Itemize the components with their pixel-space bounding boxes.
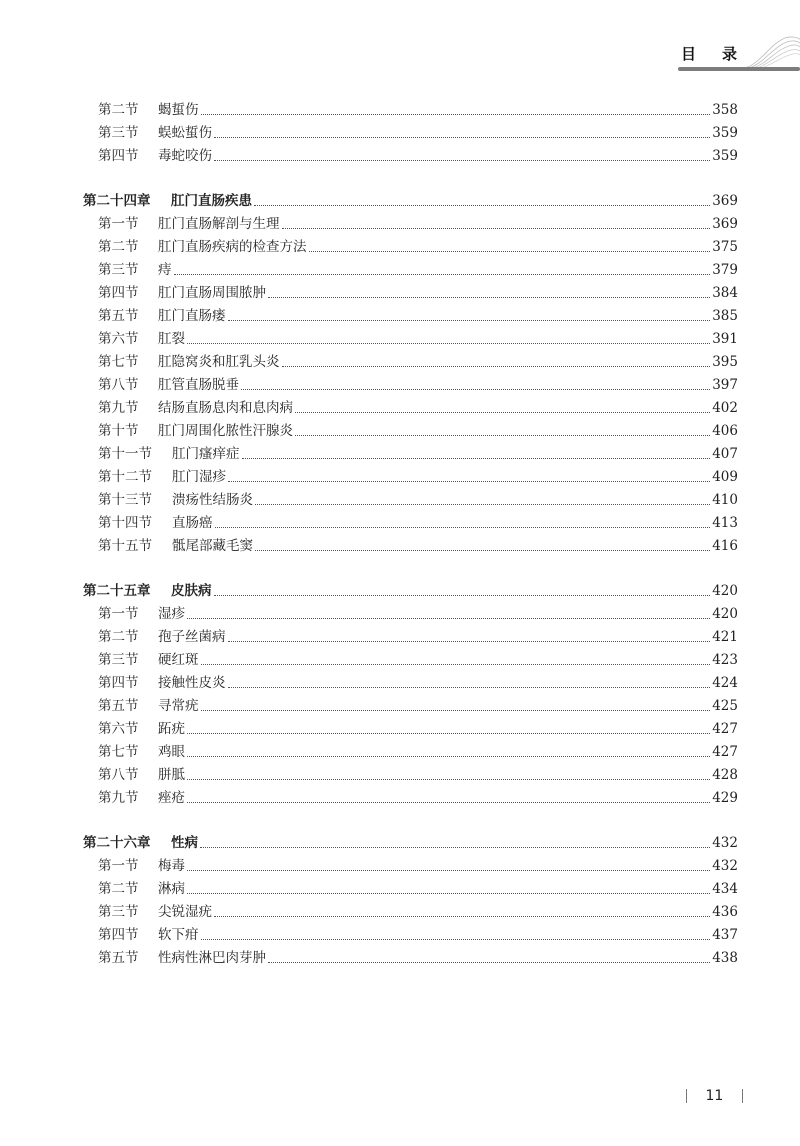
toc-entry-number: 第七节 bbox=[98, 354, 139, 370]
toc-entry-number: 第七节 bbox=[98, 744, 139, 760]
toc-entry-title: 接触性皮炎 bbox=[158, 675, 226, 691]
toc-entry-title: 痔 bbox=[158, 262, 172, 278]
toc-leader-dots bbox=[201, 939, 711, 940]
toc-entry-number: 第一节 bbox=[98, 216, 139, 232]
toc-entry-number: 第十四节 bbox=[98, 515, 152, 531]
toc-leader-dots bbox=[174, 274, 711, 275]
toc-entry-page: 402 bbox=[712, 400, 738, 416]
toc-entry-page: 413 bbox=[712, 515, 738, 531]
toc-section-entry[interactable] bbox=[98, 420, 738, 442]
toc-leader-dots bbox=[187, 343, 710, 344]
toc-entry-number: 第四节 bbox=[98, 148, 139, 164]
toc-entry-title: 湿疹 bbox=[158, 606, 185, 622]
toc-entry-number: 第六节 bbox=[98, 331, 139, 347]
toc-leader-dots bbox=[187, 756, 710, 757]
toc-entry-title: 鸡眼 bbox=[158, 744, 185, 760]
toc-entry-page: 369 bbox=[712, 193, 738, 209]
toc-section-entry[interactable] bbox=[98, 397, 738, 419]
toc-entry-number: 第四节 bbox=[98, 675, 139, 691]
toc-entry-number: 第三节 bbox=[98, 904, 139, 920]
toc-section-entry[interactable] bbox=[98, 466, 738, 488]
toc-leader-dots bbox=[228, 641, 711, 642]
toc-leader-dots bbox=[282, 228, 711, 229]
toc-entry-number: 第三节 bbox=[98, 652, 139, 668]
toc-section-entry[interactable] bbox=[98, 512, 738, 534]
toc-entry-title: 溃疡性结肠炎 bbox=[172, 492, 253, 508]
toc-entry-title: 淋病 bbox=[158, 881, 185, 897]
toc-entry-number: 第九节 bbox=[98, 790, 139, 806]
toc-entry-title: 尖锐湿疣 bbox=[158, 904, 212, 920]
toc-entry-title: 肛门直肠周围脓肿 bbox=[158, 285, 266, 301]
toc-entry-title: 蝎蜇伤 bbox=[158, 102, 199, 118]
toc-leader-dots bbox=[187, 870, 710, 871]
toc-section-entry[interactable] bbox=[98, 489, 738, 511]
toc-entry-page: 369 bbox=[712, 216, 738, 232]
toc-leader-dots bbox=[309, 251, 711, 252]
toc-leader-dots bbox=[201, 710, 711, 711]
toc-entry-page: 375 bbox=[712, 239, 738, 255]
toc-entry-page: 407 bbox=[712, 446, 738, 462]
toc-entry-title: 孢子丝菌病 bbox=[158, 629, 226, 645]
toc-section-entry[interactable] bbox=[98, 535, 738, 557]
toc-leader-dots bbox=[255, 550, 710, 551]
toc-leader-dots bbox=[214, 916, 710, 917]
toc-entry-title: 肛门瘙痒症 bbox=[172, 446, 240, 462]
toc-entry-number: 第十节 bbox=[98, 423, 139, 439]
toc-entry-title: 梅毒 bbox=[158, 858, 185, 874]
toc-entry-page: 358 bbox=[712, 102, 738, 118]
toc-leader-dots bbox=[255, 504, 710, 505]
toc-entry-title: 结肠直肠息肉和息肉病 bbox=[158, 400, 293, 416]
toc-entry-title: 性病 bbox=[171, 835, 198, 851]
toc-leader-dots bbox=[214, 160, 710, 161]
footer-divider-right bbox=[742, 1089, 743, 1103]
toc-chapter-entry[interactable] bbox=[83, 580, 738, 602]
toc-entry-number: 第四节 bbox=[98, 285, 139, 301]
toc-entry-page: 416 bbox=[712, 538, 738, 554]
toc-entry-number: 第三节 bbox=[98, 262, 139, 278]
toc-section-entry[interactable] bbox=[98, 213, 738, 235]
toc-entry-title: 肛门周围化脓性汗腺炎 bbox=[158, 423, 293, 439]
toc-entry-number: 第二节 bbox=[98, 881, 139, 897]
toc-entry-page: 379 bbox=[712, 262, 738, 278]
toc-entry-title: 肛门直肠瘘 bbox=[158, 308, 226, 324]
toc-entry-page: 391 bbox=[712, 331, 738, 347]
toc-section-entry[interactable] bbox=[98, 695, 738, 717]
toc-entry-title: 肛门湿疹 bbox=[172, 469, 226, 485]
toc-section-entry[interactable] bbox=[98, 901, 738, 923]
toc-leader-dots bbox=[214, 137, 710, 138]
toc-leader-dots bbox=[187, 893, 710, 894]
toc-section-entry[interactable] bbox=[98, 259, 738, 281]
toc-entry-page: 421 bbox=[712, 629, 738, 645]
toc-entry-page: 436 bbox=[712, 904, 738, 920]
toc-entry-page: 428 bbox=[712, 767, 738, 783]
toc-entry-number: 第二节 bbox=[98, 102, 139, 118]
toc-leader-dots bbox=[187, 779, 710, 780]
toc-entry-page: 427 bbox=[712, 721, 738, 737]
toc-leader-dots bbox=[268, 297, 710, 298]
toc-entry-number: 第八节 bbox=[98, 767, 139, 783]
toc-section-entry[interactable] bbox=[98, 443, 738, 465]
toc-entry-title: 皮肤病 bbox=[171, 583, 212, 599]
toc-section-entry[interactable] bbox=[98, 764, 738, 786]
toc-section-entry[interactable] bbox=[98, 328, 738, 350]
toc-chapter-entry[interactable] bbox=[83, 190, 738, 212]
toc-entry-number: 第八节 bbox=[98, 377, 139, 393]
toc-entry-page: 420 bbox=[712, 583, 738, 599]
toc-entry-number: 第十三节 bbox=[98, 492, 152, 508]
toc-entry-title: 胼胝 bbox=[158, 767, 185, 783]
toc-entry-number: 第二节 bbox=[98, 239, 139, 255]
toc-section-entry[interactable] bbox=[98, 718, 738, 740]
toc-leader-dots bbox=[187, 733, 710, 734]
toc-section-entry[interactable] bbox=[98, 305, 738, 327]
toc-entry-page: 420 bbox=[712, 606, 738, 622]
toc-entry-page: 432 bbox=[712, 835, 738, 851]
toc-entry-number: 第九节 bbox=[98, 400, 139, 416]
toc-section-entry[interactable] bbox=[98, 947, 738, 969]
toc-section-entry[interactable] bbox=[98, 99, 738, 121]
toc-entry-title: 肛管直肠脱垂 bbox=[158, 377, 239, 393]
toc-entry-number: 第二十四章 bbox=[83, 193, 151, 209]
toc-entry-number: 第十一节 bbox=[98, 446, 152, 462]
toc-leader-dots bbox=[254, 205, 710, 206]
header-rule bbox=[678, 67, 800, 71]
toc-section-entry[interactable] bbox=[98, 603, 738, 625]
toc-leader-dots bbox=[241, 389, 710, 390]
page-footer bbox=[686, 1088, 743, 1104]
footer-divider-left bbox=[686, 1089, 687, 1103]
toc-leader-dots bbox=[268, 962, 710, 963]
toc-entry-page: 395 bbox=[712, 354, 738, 370]
toc-entry-number: 第一节 bbox=[98, 606, 139, 622]
toc-entry-title: 骶尾部藏毛窦 bbox=[172, 538, 253, 554]
toc-leader-dots bbox=[228, 320, 711, 321]
toc-section-entry[interactable] bbox=[98, 374, 738, 396]
toc-entry-title: 蜈蚣蜇伤 bbox=[158, 125, 212, 141]
toc-entry-number: 第十五节 bbox=[98, 538, 152, 554]
toc-entry-page: 410 bbox=[712, 492, 738, 508]
toc-entry-page: 406 bbox=[712, 423, 738, 439]
toc-entry-page: 384 bbox=[712, 285, 738, 301]
toc-section-entry[interactable] bbox=[98, 787, 738, 809]
toc-entry-page: 434 bbox=[712, 881, 738, 897]
wave-decoration-icon bbox=[745, 34, 800, 70]
toc-section-entry[interactable] bbox=[98, 924, 738, 946]
toc-entry-page: 359 bbox=[712, 125, 738, 141]
toc-entry-title: 寻常疣 bbox=[158, 698, 199, 714]
toc-entry-number: 第二十五章 bbox=[83, 583, 151, 599]
toc-entry-page: 438 bbox=[712, 950, 738, 966]
toc-section-entry[interactable] bbox=[98, 855, 738, 877]
toc-leader-dots bbox=[187, 618, 710, 619]
toc-leader-dots bbox=[295, 412, 710, 413]
toc-entry-page: 437 bbox=[712, 927, 738, 943]
toc-entry-page: 427 bbox=[712, 744, 738, 760]
toc-entry-title: 硬红斑 bbox=[158, 652, 199, 668]
toc-entry-title: 直肠癌 bbox=[172, 515, 213, 531]
toc-entry-page: 425 bbox=[712, 698, 738, 714]
toc-entry-number: 第四节 bbox=[98, 927, 139, 943]
toc-entry-page: 397 bbox=[712, 377, 738, 393]
page-number: 11 bbox=[705, 1088, 724, 1104]
toc-section-entry[interactable] bbox=[98, 649, 738, 671]
toc-section-entry[interactable] bbox=[98, 878, 738, 900]
toc-section-entry[interactable] bbox=[98, 741, 738, 763]
toc-chapter-entry[interactable] bbox=[83, 832, 738, 854]
toc-entry-number: 第一节 bbox=[98, 858, 139, 874]
toc-entry-page: 429 bbox=[712, 790, 738, 806]
toc-leader-dots bbox=[201, 664, 711, 665]
toc-entry-title: 肛裂 bbox=[158, 331, 185, 347]
toc-section-entry[interactable] bbox=[98, 672, 738, 694]
toc-entry-title: 肛隐窝炎和肛乳头炎 bbox=[158, 354, 280, 370]
toc-entry-number: 第三节 bbox=[98, 125, 139, 141]
toc-section-entry[interactable] bbox=[98, 351, 738, 373]
toc-entry-page: 432 bbox=[712, 858, 738, 874]
toc-entry-number: 第二十六章 bbox=[83, 835, 151, 851]
toc-leader-dots bbox=[187, 802, 710, 803]
toc-section-entry[interactable] bbox=[98, 236, 738, 258]
toc-entry-page: 409 bbox=[712, 469, 738, 485]
toc-entry-title: 肛门直肠疾病的检查方法 bbox=[158, 239, 307, 255]
toc-leader-dots bbox=[228, 687, 711, 688]
toc-entry-number: 第十二节 bbox=[98, 469, 152, 485]
toc-entry-number: 第六节 bbox=[98, 721, 139, 737]
toc-leader-dots bbox=[242, 458, 711, 459]
toc-leader-dots bbox=[282, 366, 711, 367]
toc-entry-page: 385 bbox=[712, 308, 738, 324]
toc-section-entry[interactable] bbox=[98, 626, 738, 648]
toc-leader-dots bbox=[295, 435, 710, 436]
toc-entry-title: 性病性淋巴肉芽肿 bbox=[158, 950, 266, 966]
toc-entry-title: 肛门直肠疾患 bbox=[171, 193, 252, 209]
toc-leader-dots bbox=[214, 595, 711, 596]
toc-entry-number: 第二节 bbox=[98, 629, 139, 645]
toc-entry-title: 软下疳 bbox=[158, 927, 199, 943]
toc-entry-number: 第五节 bbox=[98, 308, 139, 324]
toc-leader-dots bbox=[201, 114, 711, 115]
toc-leader-dots bbox=[215, 527, 711, 528]
toc-section-entry[interactable] bbox=[98, 145, 738, 167]
toc-entry-title: 肛门直肠解剖与生理 bbox=[158, 216, 280, 232]
toc-leader-dots bbox=[200, 847, 710, 848]
toc-entry-number: 第五节 bbox=[98, 950, 139, 966]
toc-entry-page: 424 bbox=[712, 675, 738, 691]
toc-entry-page: 359 bbox=[712, 148, 738, 164]
toc-section-entry[interactable] bbox=[98, 282, 738, 304]
toc-entry-title: 痤疮 bbox=[158, 790, 185, 806]
toc-leader-dots bbox=[228, 481, 710, 482]
toc-entry-title: 毒蛇咬伤 bbox=[158, 148, 212, 164]
toc-entry-number: 第五节 bbox=[98, 698, 139, 714]
toc-section-entry[interactable] bbox=[98, 122, 738, 144]
toc-entry-title: 跖疣 bbox=[158, 721, 185, 737]
header-title: 目录 bbox=[681, 45, 764, 63]
toc-entry-page: 423 bbox=[712, 652, 738, 668]
